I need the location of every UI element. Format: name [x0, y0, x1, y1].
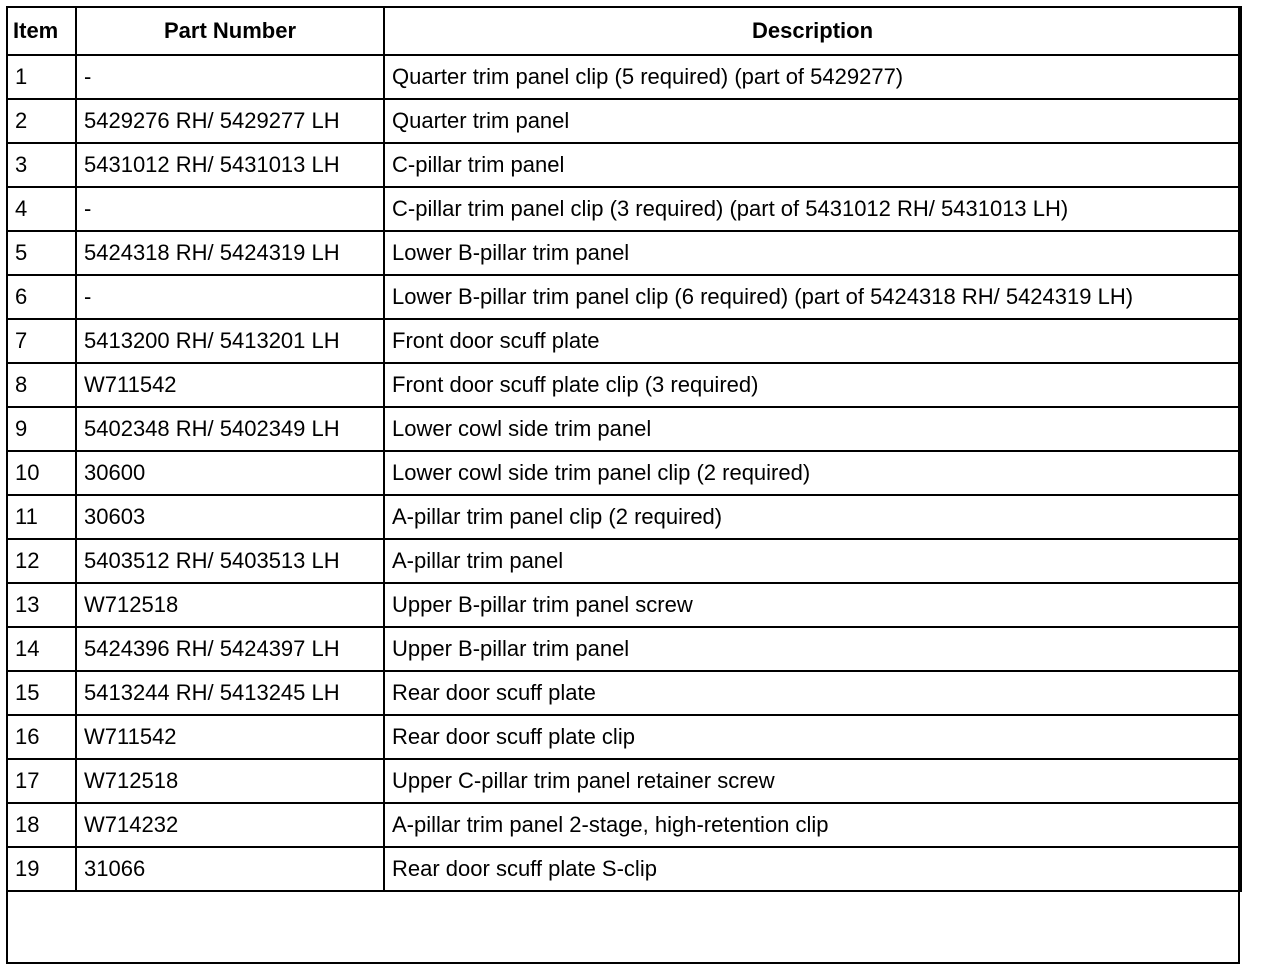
part-number-cell: W712518: [76, 759, 384, 803]
description-cell: A-pillar trim panel: [384, 539, 1241, 583]
item-cell: 3: [7, 143, 76, 187]
part-number-cell: 5403512 RH/ 5403513 LH: [76, 539, 384, 583]
parts-table-frame: [6, 6, 1240, 964]
table-row: [7, 759, 1241, 803]
item-cell: 12: [7, 539, 76, 583]
part-number-cell: 30603: [76, 495, 384, 539]
item-cell: 14: [7, 627, 76, 671]
description-cell: Lower cowl side trim panel: [384, 407, 1241, 451]
part-number-cell: 5431012 RH/ 5431013 LH: [76, 143, 384, 187]
item-cell: 16: [7, 715, 76, 759]
part-number-cell: W712518: [76, 583, 384, 627]
description-cell: Quarter trim panel clip (5 required) (part of 5429277): [384, 55, 1241, 99]
description-cell: A-pillar trim panel clip (2 required): [384, 495, 1241, 539]
item-cell: 8: [7, 363, 76, 407]
table-row: [7, 451, 1241, 495]
table-header-row: [7, 7, 1241, 55]
item-cell: 7: [7, 319, 76, 363]
part-number-cell: -: [76, 275, 384, 319]
item-cell: 11: [7, 495, 76, 539]
part-number-cell: 5402348 RH/ 5402349 LH: [76, 407, 384, 451]
table-row: [7, 583, 1241, 627]
description-cell: A-pillar trim panel 2-stage, high-retention clip: [384, 803, 1241, 847]
description-cell: Lower B-pillar trim panel clip (6 required) (part of 5424318 RH/ 5424319 LH): [384, 275, 1241, 319]
item-cell: 15: [7, 671, 76, 715]
part-number-cell: 5413244 RH/ 5413245 LH: [76, 671, 384, 715]
description-cell: C-pillar trim panel: [384, 143, 1241, 187]
column-header-part-number: Part Number: [76, 7, 384, 55]
item-cell: 10: [7, 451, 76, 495]
table-row: [7, 99, 1241, 143]
item-cell: 1: [7, 55, 76, 99]
part-number-cell: -: [76, 55, 384, 99]
description-cell: Front door scuff plate: [384, 319, 1241, 363]
description-cell: Rear door scuff plate S-clip: [384, 847, 1241, 891]
part-number-cell: W714232: [76, 803, 384, 847]
description-cell: Rear door scuff plate: [384, 671, 1241, 715]
table-row: [7, 363, 1241, 407]
parts-table: [6, 6, 1242, 892]
part-number-cell: 5413200 RH/ 5413201 LH: [76, 319, 384, 363]
part-number-cell: 5429276 RH/ 5429277 LH: [76, 99, 384, 143]
table-row: [7, 803, 1241, 847]
item-cell: 9: [7, 407, 76, 451]
description-cell: Front door scuff plate clip (3 required): [384, 363, 1241, 407]
table-row: [7, 143, 1241, 187]
item-cell: 19: [7, 847, 76, 891]
item-cell: 2: [7, 99, 76, 143]
table-row: [7, 407, 1241, 451]
description-cell: Lower B-pillar trim panel: [384, 231, 1241, 275]
item-cell: 6: [7, 275, 76, 319]
table-row: [7, 847, 1241, 891]
item-cell: 17: [7, 759, 76, 803]
part-number-cell: W711542: [76, 363, 384, 407]
item-cell: 18: [7, 803, 76, 847]
table-row: [7, 55, 1241, 99]
description-cell: Quarter trim panel: [384, 99, 1241, 143]
table-row: [7, 671, 1241, 715]
table-row: [7, 627, 1241, 671]
description-cell: Upper C-pillar trim panel retainer screw: [384, 759, 1241, 803]
table-row: [7, 275, 1241, 319]
column-header-description: Description: [384, 7, 1241, 55]
description-cell: Upper B-pillar trim panel: [384, 627, 1241, 671]
table-row: [7, 495, 1241, 539]
table-row: [7, 319, 1241, 363]
item-cell: 5: [7, 231, 76, 275]
table-row: [7, 539, 1241, 583]
description-cell: Upper B-pillar trim panel screw: [384, 583, 1241, 627]
description-cell: C-pillar trim panel clip (3 required) (part of 5431012 RH/ 5431013 LH): [384, 187, 1241, 231]
table-row: [7, 231, 1241, 275]
part-number-cell: 5424396 RH/ 5424397 LH: [76, 627, 384, 671]
table-row: [7, 187, 1241, 231]
table-row: [7, 715, 1241, 759]
part-number-cell: 5424318 RH/ 5424319 LH: [76, 231, 384, 275]
description-cell: Rear door scuff plate clip: [384, 715, 1241, 759]
item-cell: 13: [7, 583, 76, 627]
part-number-cell: -: [76, 187, 384, 231]
part-number-cell: 30600: [76, 451, 384, 495]
column-header-item: Item: [7, 7, 76, 55]
part-number-cell: W711542: [76, 715, 384, 759]
part-number-cell: 31066: [76, 847, 384, 891]
description-cell: Lower cowl side trim panel clip (2 required): [384, 451, 1241, 495]
item-cell: 4: [7, 187, 76, 231]
